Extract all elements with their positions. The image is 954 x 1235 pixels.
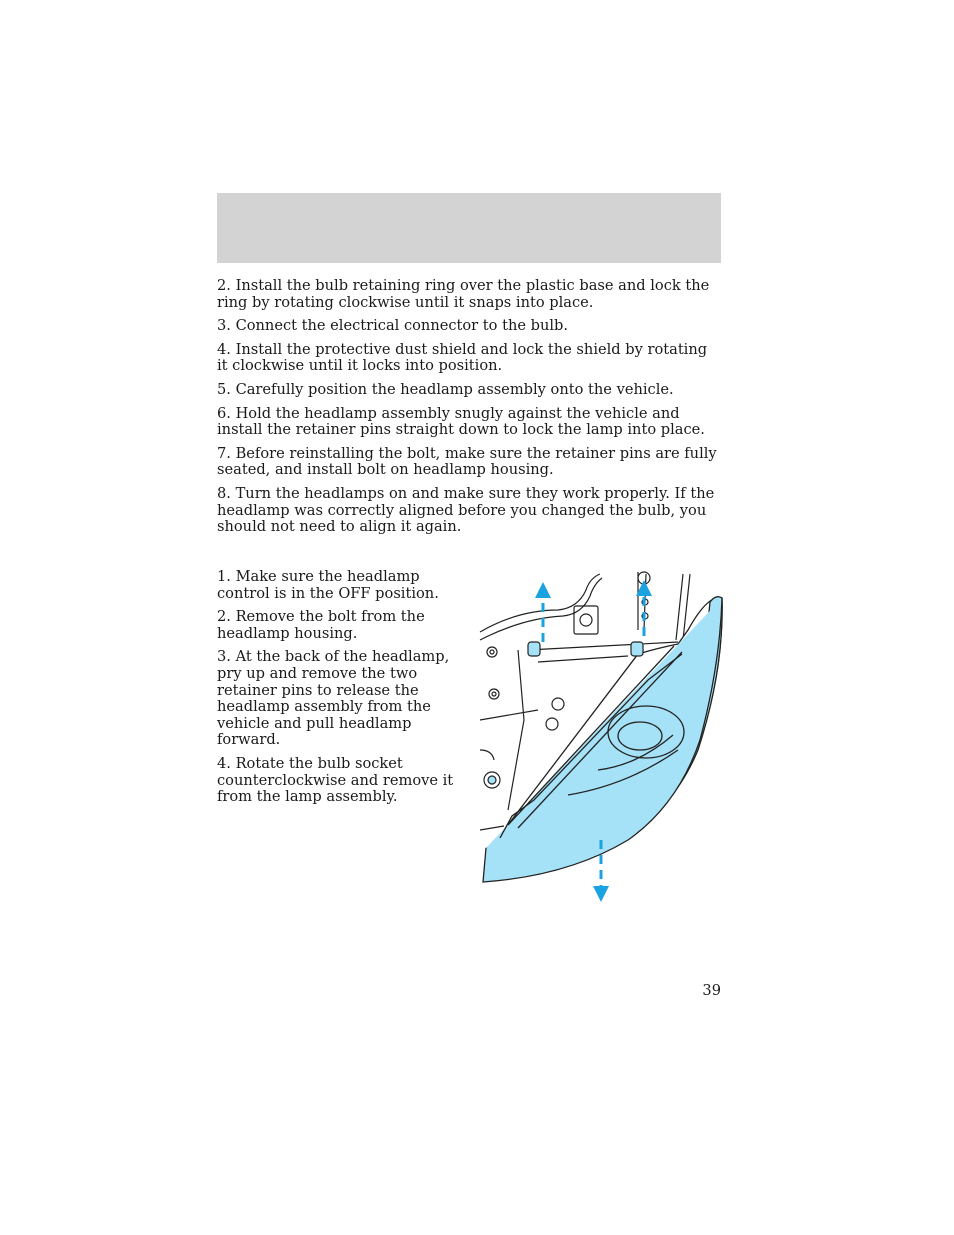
step-item: 3. Connect the electrical connector to the bulb. <box>217 317 569 335</box>
step-item: 2. Remove the bolt from the headlamp housing. <box>217 608 425 642</box>
step-item: 3. At the back of the headlamp, pry up and remove the two retainer pins to release the headlamp assembly from the vehicle and pull headlamp forward. <box>217 648 450 749</box>
section-header-band <box>217 193 721 263</box>
page-number: 39 <box>702 982 721 999</box>
step-item: 4. Install the protective dust shield and lock the shield by rotating it clockwise until it locks into position. <box>217 340 708 375</box>
step-item: 5. Carefully position the headlamp assembly onto the vehicle. <box>217 380 674 398</box>
installation-steps <box>217 278 722 543</box>
removal-steps <box>217 569 472 813</box>
step-item: 8. Turn the headlamps on and make sure they work properly. If the headlamp was correctly aligned before you changed the bulb, you should not need to align it again. <box>217 484 715 536</box>
headlamp-removal-illustration <box>478 570 724 906</box>
step-item: 4. Rotate the bulb socket counterclockwise and remove it from the lamp assembly. <box>217 754 454 806</box>
step-item: 7. Before reinstalling the bolt, make sure the retainer pins are fully seated, and install bolt on headlamp housing. <box>217 444 717 479</box>
step-item: 6. Hold the headlamp assembly snugly against the vehicle and install the retainer pins straight down to lock the lamp into place. <box>217 404 705 439</box>
step-item: 1. Make sure the headlamp control is in the OFF position. <box>217 568 439 602</box>
step-item: 2. Install the bulb retaining ring over the plastic base and lock the ring by rotating clockwise until it snaps into place. <box>217 277 710 311</box>
